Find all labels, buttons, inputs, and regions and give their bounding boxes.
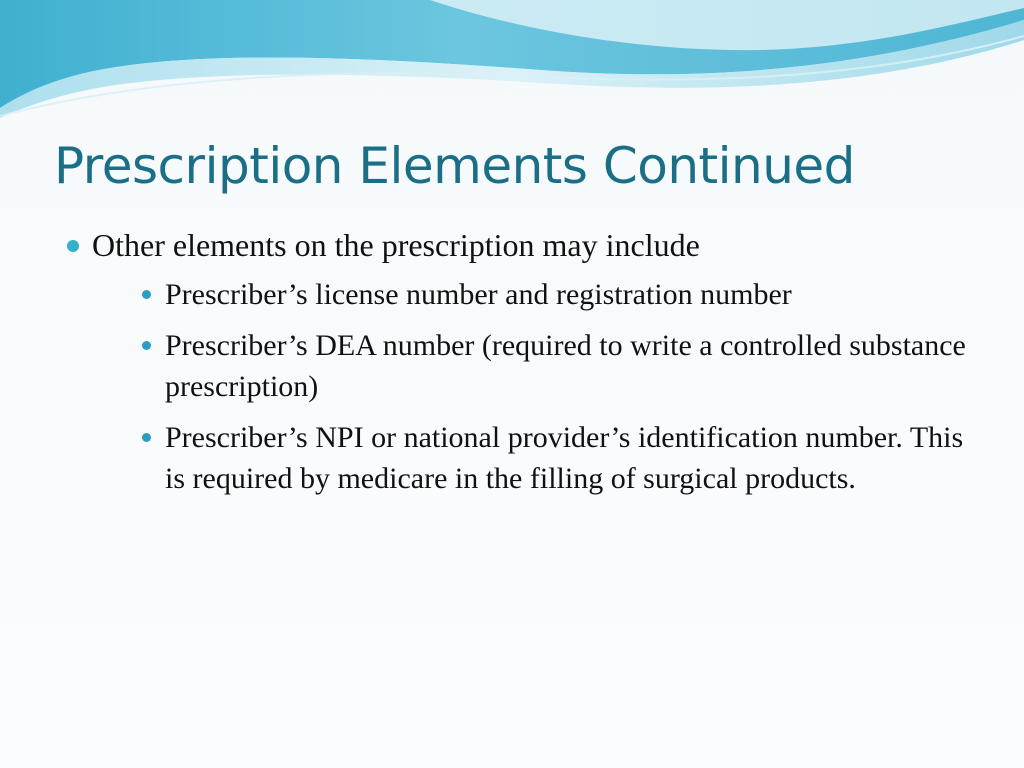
sub-bullet-item	[92, 417, 980, 499]
sub-bullet-item	[92, 325, 980, 407]
bullet-dot-icon	[67, 240, 79, 252]
sub-bullet-item	[92, 274, 980, 315]
sub-bullet-list	[92, 274, 980, 499]
sub-bullet-text: Prescriber’s NPI or national provider’s identification number. This is required by medicare in the filling of surgical products.	[165, 421, 964, 495]
bullet-item-level-1	[60, 224, 980, 499]
sub-bullet-text: Prescriber’s DEA number (required to write a controlled substance prescription)	[165, 329, 966, 403]
bullet-list	[60, 224, 980, 509]
decorative-wave-header	[0, 0, 1024, 130]
sub-bullet-dot-icon	[142, 290, 151, 299]
sub-bullet-dot-icon	[142, 341, 151, 350]
sub-bullet-text: Prescriber’s license number and registration number	[165, 278, 792, 311]
bullet-text: Other elements on the prescription may include	[92, 227, 700, 263]
sub-bullet-dot-icon	[142, 433, 151, 442]
slide-title: Prescription Elements Continued	[54, 137, 855, 195]
